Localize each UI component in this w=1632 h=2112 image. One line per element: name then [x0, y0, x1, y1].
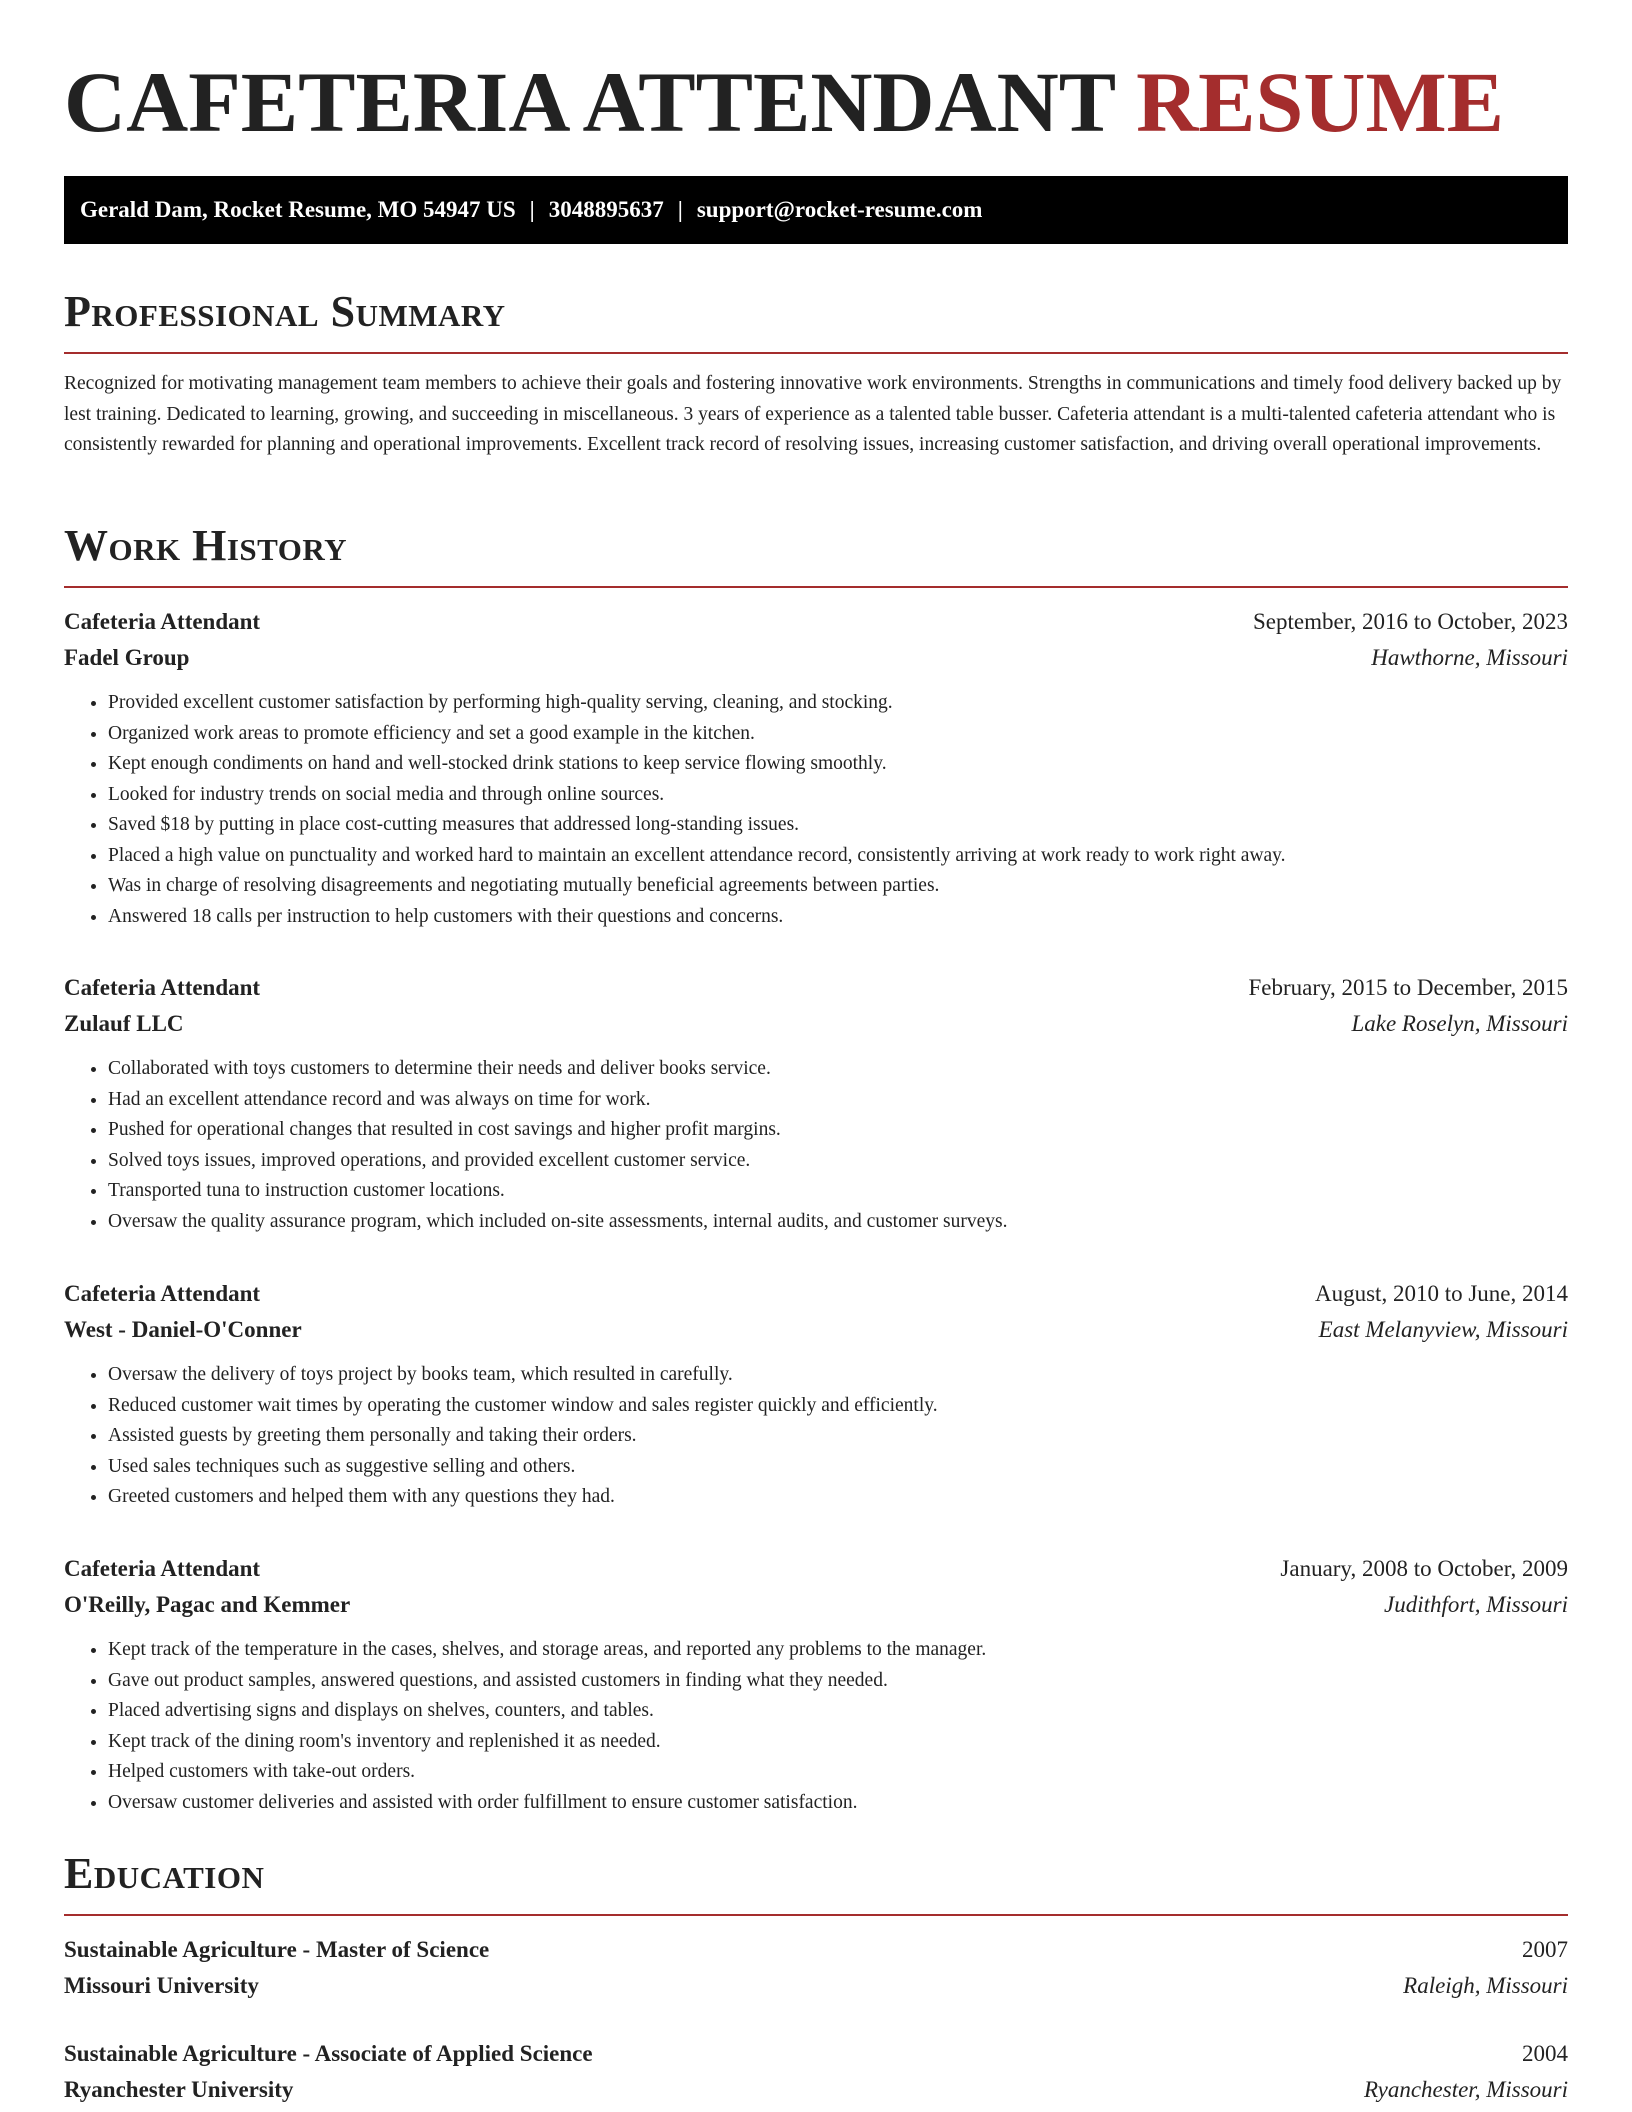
degree: Sustainable Agriculture - Associate of Applied Science: [64, 2041, 593, 2066]
title-accent: RESUME: [1136, 54, 1504, 150]
job-bullet: • Greeted customers and helped them with any questions they had.: [108, 1482, 1568, 1513]
job-entry: [64, 1551, 1568, 1818]
work-history-heading: Work History: [64, 521, 348, 570]
school-name: Missouri University: [64, 1973, 259, 1998]
contact-separator: |: [677, 197, 683, 222]
summary-text: Recognized for motivating management team members to achieve their goals and fostering innovative work environments. Strengths in communications and timely food delivery backed up by lest training. Dedicated to learning, growing, and succeeding in miscellaneous. 3 years of experience as a talented table busser. Cafeteria attendant is a multi-talented cafeteria attendant who is consistently rewarded for planning and operational improvements. Excellent track record of resolving issues, increasing customer satisfaction, and driving overall operational improvements.: [64, 373, 1562, 455]
job-bullet: • Transported tuna to instruction customer locations.: [108, 1176, 1568, 1207]
job-bullet: • Used sales techniques such as suggestive selling and others.: [108, 1452, 1568, 1483]
job-bullet: • Placed a high value on punctuality and worked hard to maintain an excellent attendance record, consistently arriving at work ready to work right away.: [108, 841, 1568, 872]
job-dates: September, 2016 to October, 2023: [1253, 609, 1568, 634]
job-company: Zulauf LLC: [64, 1011, 184, 1036]
job-entry: [64, 970, 1568, 1237]
job-bullet: • Assisted guests by greeting them personally and taking their orders.: [108, 1421, 1568, 1452]
job-location: Hawthorne, Missouri: [1371, 645, 1568, 670]
education-entry: [64, 1932, 1568, 2004]
job-bullet: • Provided excellent customer satisfaction by performing high-quality serving, cleaning, and stocking.: [108, 688, 1568, 719]
job-company: West - Daniel-O'Conner: [64, 1317, 302, 1342]
job-dates: January, 2008 to October, 2009: [1280, 1556, 1568, 1581]
job-bullet: • Saved $18 by putting in place cost-cutting measures that addressed long-standing issues.: [108, 810, 1568, 841]
job-bullets: [64, 1054, 1568, 1237]
job-dates: August, 2010 to June, 2014: [1315, 1281, 1568, 1306]
job-bullet: • Kept enough condiments on hand and well-stocked drink stations to keep service flowing smoothly.: [108, 749, 1568, 780]
job-title: Cafeteria Attendant: [64, 1281, 261, 1306]
job-company: O'Reilly, Pagac and Kemmer: [64, 1592, 351, 1617]
degree: Sustainable Agriculture - Master of Science: [64, 1937, 490, 1962]
title-main: CAFETERIA ATTENDANT: [64, 54, 1115, 150]
job-bullet: • Placed advertising signs and displays on shelves, counters, and tables.: [108, 1696, 1568, 1727]
graduation-year: 2004: [1522, 2041, 1568, 2066]
job-bullets: [64, 1360, 1568, 1513]
job-bullet: • Organized work areas to promote efficiency and set a good example in the kitchen.: [108, 719, 1568, 750]
summary-heading: Professional Summary: [64, 287, 506, 336]
job-bullets: [64, 1635, 1568, 1818]
job-bullet: • Reduced customer wait times by operating the customer window and sales register quickly and efficiently.: [108, 1391, 1568, 1422]
job-bullet: • Kept track of the dining room's inventory and replenished it as needed.: [108, 1727, 1568, 1758]
job-location: Judithfort, Missouri: [1383, 1592, 1568, 1617]
job-title: Cafeteria Attendant: [64, 609, 261, 634]
contact-separator: |: [529, 197, 535, 222]
job-bullet: • Had an excellent attendance record and was always on time for work.: [108, 1085, 1568, 1116]
job-title: Cafeteria Attendant: [64, 1556, 261, 1581]
graduation-year: 2007: [1522, 1937, 1568, 1962]
job-bullet: • Pushed for operational changes that resulted in cost savings and higher profit margins.: [108, 1115, 1568, 1146]
job-title: Cafeteria Attendant: [64, 975, 261, 1000]
job-bullet: • Gave out product samples, answered questions, and assisted customers in finding what they needed.: [108, 1666, 1568, 1697]
education-heading: Education: [64, 1849, 265, 1898]
school-name: Ryanchester University: [64, 2077, 294, 2102]
job-bullet: • Oversaw the quality assurance program, which included on-site assessments, internal audits, and customer surveys.: [108, 1207, 1568, 1238]
job-bullet: • Looked for industry trends on social media and through online sources.: [108, 780, 1568, 811]
job-bullet: • Kept track of the temperature in the cases, shelves, and storage areas, and reported any problems to the manager.: [108, 1635, 1568, 1666]
education-section-header: [64, 1848, 1568, 1916]
job-location: East Melanyview, Missouri: [1318, 1317, 1568, 1342]
contact-email: support@rocket-resume.com: [696, 197, 983, 222]
job-location: Lake Roselyn, Missouri: [1351, 1011, 1568, 1036]
resume-title: [64, 56, 1504, 148]
job-entry: [64, 1276, 1568, 1513]
job-bullets: [64, 688, 1568, 932]
contact-phone: 3048895637: [548, 197, 664, 222]
job-entry: [64, 604, 1568, 932]
job-bullet: • Was in charge of resolving disagreements and negotiating mutually beneficial agreements between parties.: [108, 871, 1568, 902]
education-entry: [64, 2036, 1568, 2108]
work-history-section-header: [64, 520, 1568, 588]
job-bullet: • Helped customers with take-out orders.: [108, 1757, 1568, 1788]
summary-section-header: [64, 286, 1568, 354]
job-bullet: • Collaborated with toys customers to determine their needs and deliver books service.: [108, 1054, 1568, 1085]
contact-bar: [64, 176, 1568, 244]
job-bullet: • Answered 18 calls per instruction to help customers with their questions and concerns.: [108, 902, 1568, 933]
job-dates: February, 2015 to December, 2015: [1248, 975, 1568, 1000]
contact-address: Gerald Dam, Rocket Resume, MO 54947 US: [80, 197, 516, 222]
job-bullet: • Oversaw the delivery of toys project by books team, which resulted in carefully.: [108, 1360, 1568, 1391]
school-location: Raleigh, Missouri: [1403, 1973, 1568, 1998]
job-bullet: • Solved toys issues, improved operations, and provided excellent customer service.: [108, 1146, 1568, 1177]
job-bullet: • Oversaw customer deliveries and assisted with order fulfillment to ensure customer satisfaction.: [108, 1788, 1568, 1819]
school-location: Ryanchester, Missouri: [1363, 2077, 1568, 2102]
job-company: Fadel Group: [64, 645, 190, 670]
